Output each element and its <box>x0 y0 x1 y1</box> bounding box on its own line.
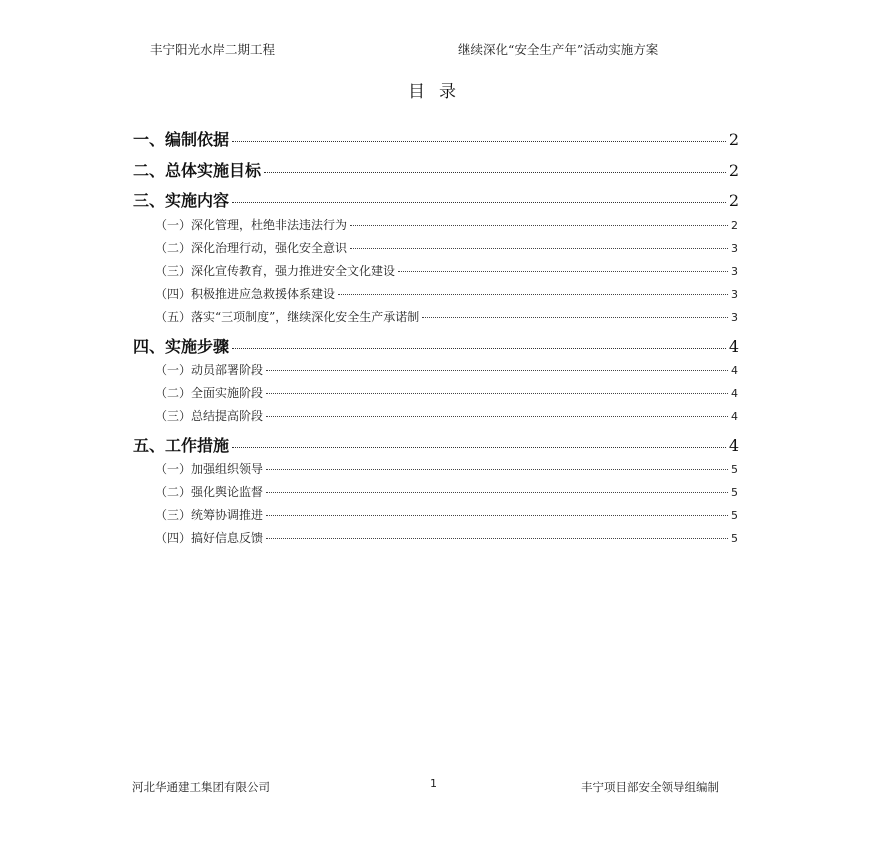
toc-title: 目录 <box>408 82 470 102</box>
toc-entry-page: 4 <box>731 364 738 377</box>
page-header <box>0 40 870 58</box>
header-document-title: 继续深化“安全生产年”活动实施方案 <box>458 42 659 57</box>
toc-entry-section-3[interactable] <box>133 188 739 211</box>
toc-entry-page: 2 <box>728 191 739 210</box>
toc-entry-label: （一）深化管理，杜绝非法违法行为 <box>155 218 348 232</box>
toc-dot-leader <box>350 248 728 249</box>
toc-entry-page: 5 <box>731 532 738 545</box>
toc-dot-leader <box>266 393 728 394</box>
toc-entry-label: （四）搞好信息反馈 <box>155 531 264 545</box>
toc-dot-leader <box>422 317 728 318</box>
toc-entry-label: （三）统筹协调推进 <box>155 508 264 522</box>
toc-dot-leader <box>232 447 726 448</box>
toc-entry-page: 5 <box>731 486 738 499</box>
toc-entry-label: （一）加强组织领导 <box>155 462 264 476</box>
toc-entry-label: 三、实施内容 <box>133 191 230 210</box>
toc-entry-label: 五、工作措施 <box>133 436 230 455</box>
toc-entry-section-4-2[interactable] <box>155 384 738 401</box>
toc-entry-page: 2 <box>731 219 738 232</box>
toc-dot-leader <box>350 225 728 226</box>
toc-entry-label: 二、总体实施目标 <box>133 161 262 180</box>
footer-company-name: 河北华通建工集团有限公司 <box>132 780 270 794</box>
toc-dot-leader <box>266 538 728 539</box>
toc-entry-section-5-1[interactable] <box>155 460 738 477</box>
toc-entry-section-1[interactable] <box>133 127 739 150</box>
toc-entry-label: （二）强化舆论监督 <box>155 485 264 499</box>
toc-entry-page: 5 <box>731 509 738 522</box>
toc-entry-page: 5 <box>731 463 738 476</box>
toc-entry-label: 一、编制依据 <box>133 130 230 149</box>
toc-dot-leader <box>338 294 728 295</box>
toc-entry-label: （二）深化治理行动，强化安全意识 <box>155 241 348 255</box>
toc-entry-page: 3 <box>731 288 738 301</box>
toc-dot-leader <box>232 141 726 142</box>
toc-dot-leader <box>232 348 726 349</box>
toc-entry-section-5-3[interactable] <box>155 506 738 523</box>
toc-entry-page: 4 <box>731 387 738 400</box>
toc-entry-page: 4 <box>728 436 739 455</box>
toc-entry-label: （三）深化宣传教育，强力推进安全文化建设 <box>155 264 396 278</box>
toc-dot-leader <box>266 469 728 470</box>
toc-entry-section-2[interactable] <box>133 158 739 181</box>
toc-dot-leader <box>232 202 726 203</box>
toc-entry-section-5-2[interactable] <box>155 483 738 500</box>
footer-page-number: 1 <box>430 777 437 790</box>
toc-entry-page: 3 <box>731 311 738 324</box>
toc-entry-page: 2 <box>728 130 739 149</box>
toc-entry-label: （五）落实“三项制度”，继续深化安全生产承诺制 <box>155 310 420 324</box>
footer-compiler: 丰宁项目部安全领导组编制 <box>581 780 719 794</box>
toc-entry-label: （二）全面实施阶段 <box>155 386 264 400</box>
toc-dot-leader <box>266 492 728 493</box>
header-project-name: 丰宁阳光水岸二期工程 <box>150 42 276 57</box>
toc-entry-section-4[interactable] <box>133 334 739 357</box>
toc-entry-section-4-1[interactable] <box>155 361 738 378</box>
toc-entry-page: 4 <box>728 337 739 356</box>
toc-entry-page: 3 <box>731 265 738 278</box>
toc-dot-leader <box>266 416 728 417</box>
toc-entry-section-3-5[interactable] <box>155 308 738 325</box>
toc-entry-page: 3 <box>731 242 738 255</box>
toc-entry-section-3-4[interactable] <box>155 285 738 302</box>
toc-entry-page: 2 <box>728 161 739 180</box>
toc-entry-section-5[interactable] <box>133 433 739 456</box>
toc-entry-section-4-3[interactable] <box>155 407 738 424</box>
toc-dot-leader <box>264 172 726 173</box>
toc-entry-label: 四、实施步骤 <box>133 337 230 356</box>
toc-entry-label: （四）积极推进应急救援体系建设 <box>155 287 336 301</box>
toc-dot-leader <box>266 370 728 371</box>
toc-entry-section-5-4[interactable] <box>155 529 738 546</box>
toc-dot-leader <box>398 271 728 272</box>
toc-entry-label: （三）总结提高阶段 <box>155 409 264 423</box>
toc-entry-label: （一）动员部署阶段 <box>155 363 264 377</box>
toc-entry-section-3-2[interactable] <box>155 239 738 256</box>
toc-entry-section-3-3[interactable] <box>155 262 738 279</box>
toc-entry-page: 4 <box>731 410 738 423</box>
toc-entry-section-3-1[interactable] <box>155 216 738 233</box>
toc-dot-leader <box>266 515 728 516</box>
